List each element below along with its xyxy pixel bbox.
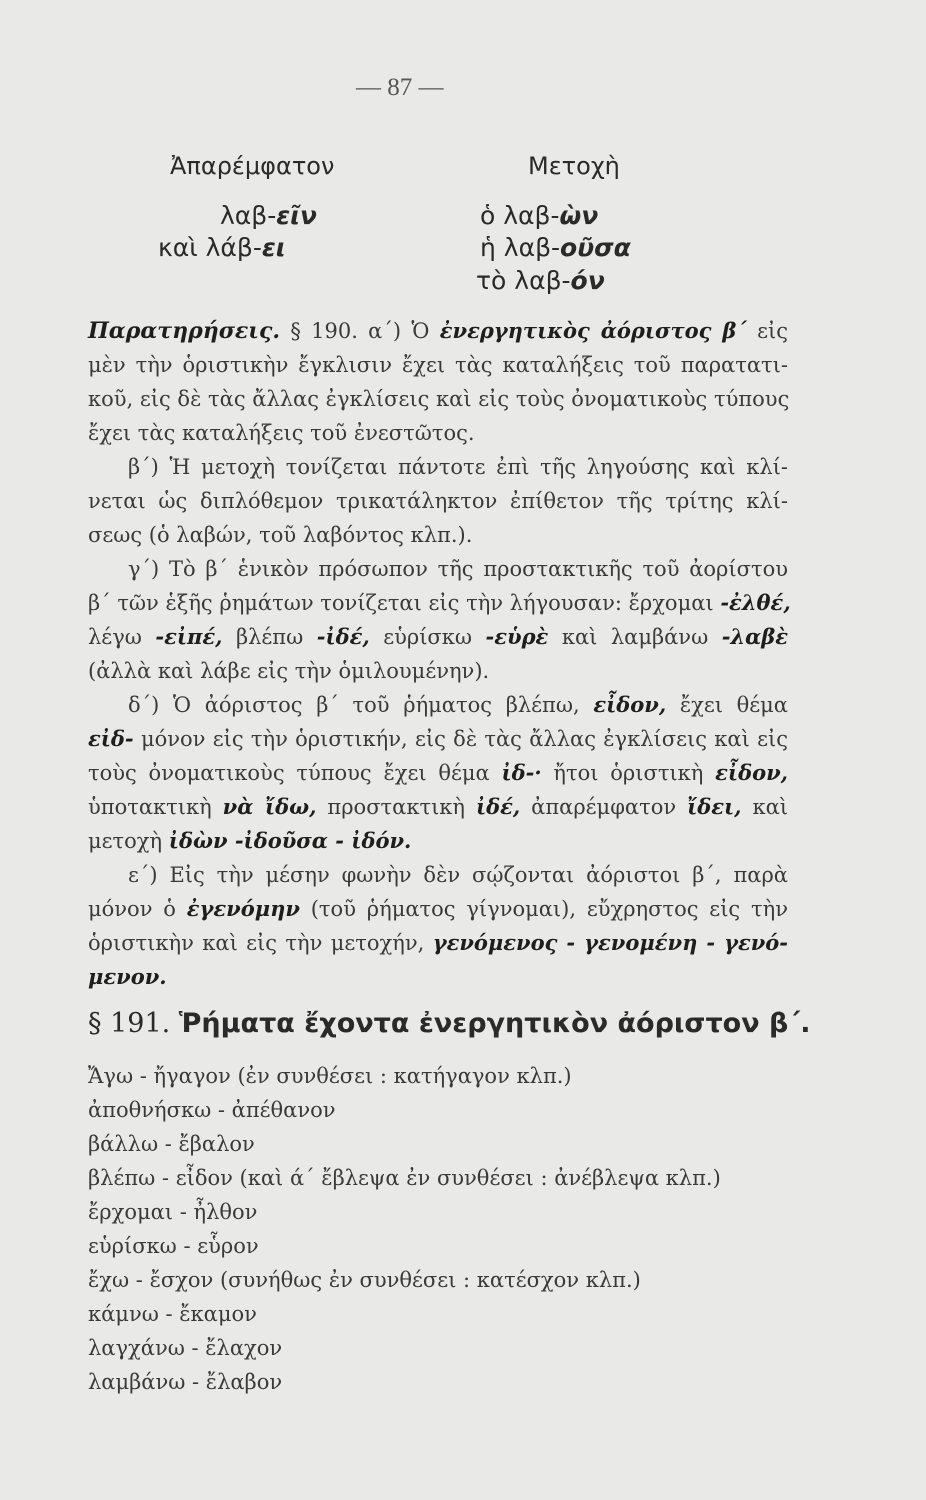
remark-d-line-5: μετοχὴ ἰδὼν -ἰδοῦσα - ἰδόν. — [88, 828, 412, 853]
section-number: § 191. — [88, 1008, 171, 1039]
section-title: Ῥήματα ἔχοντα ἐνεργητικὸν ἀόριστον β΄. — [178, 1008, 811, 1039]
verb-list-item: λαμβάνω - ἔλαβον — [88, 1370, 283, 1394]
participle-header: Μετοχὴ — [528, 152, 620, 180]
verb-list-item: ἀποθνήσκω - ἀπέθανον — [88, 1098, 336, 1122]
remark-a-line-4: ἔχει τὰς καταλήξεις τοῦ ἐνεστῶτος. — [88, 421, 475, 445]
infinitive-form-2: καὶ λάβ-ει — [158, 233, 286, 262]
remark-c-line-1: γ΄) Τὸ β΄ ἑνικὸν πρόσωπον τῆς προστακτικῆς τοῦ ἀορίστου — [128, 557, 788, 581]
remark-b-line-3: σεως (ὁ λαβών, τοῦ λαβόντος κλπ.). — [88, 523, 473, 547]
verb-list-item: βλέπω - εἶδον (καὶ ά΄ ἔβλεψα ἐν συνθέσει : ἀνέβλεψα κλπ.) — [88, 1166, 721, 1190]
verb-list-item: λαγχάνω - ἔλαχον — [88, 1336, 283, 1360]
remark-e-line-4: μενον. — [88, 964, 167, 989]
remark-a-line-3: κοῦ, εἰς δὲ τὰς ἄλλας ἐγκλίσεις καὶ εἰς τοὺς ὀνοματικοὺς τύπους — [88, 387, 790, 411]
verb-list-item: κάμνω - ἔκαμον — [88, 1302, 257, 1326]
remark-e-line-2: μόνον ὁ ἐγενόμην (τοῦ ῥήματος γίγνομαι), εὔχρηστος εἰς τὴν — [88, 896, 788, 921]
verb-list-item: ἔρχομαι - ἦλθον — [88, 1200, 258, 1224]
remark-a-line-2: μὲν τὴν ὁριστικὴν ἔγκλισιν ἔχει τὰς καταλήξεις τοῦ παρατατι- — [88, 353, 788, 377]
infinitive-form-1: λαβ-εῖν — [220, 201, 317, 230]
verb-list-item: ἔχω - ἔσχον (συνήθως ἐν συνθέσει : κατέσχον κλπ.) — [88, 1268, 641, 1292]
infinitive-header: Ἀπαρέμφατον — [170, 152, 335, 180]
remark-e-line-3: ὁριστικὴν καὶ εἰς τὴν μετοχήν, γενόμενος - γενομένη - γενό- — [88, 930, 788, 955]
section-heading — [88, 1008, 811, 1039]
participle-masculine: ὁ λαβ-ὼν — [480, 201, 599, 230]
remark-d-line-3: τοὺς ὀνοματικοὺς τύπους ἔχει θέμα ἰδ-· ἤτοι ὁριστικὴ εἶδον, — [88, 760, 788, 785]
remark-b-line-1: β΄) Ἡ μετοχὴ τονίζεται πάντοτε ἐπὶ τῆς ληγούσης καὶ κλί- — [128, 455, 788, 479]
remark-d-line-2: εἰδ- μόνον εἰς τὴν ὁριστικήν, εἰς δὲ τὰς ἄλλας ἐγκλίσεις καὶ εἰς — [88, 726, 788, 751]
remark-c-line-4: (ἀλλὰ καὶ λάβε εἰς τὴν ὁμιλουμένην). — [88, 659, 490, 683]
remark-c-line-2: β΄ τῶν ἑξῆς ῥημάτων τονίζεται εἰς τὴν λήγουσαν: ἔρχομαι -ἐλθέ, — [88, 590, 791, 615]
remark-e-line-1: ε΄) Εἰς τὴν μέσην φωνὴν δὲν σῴζονται ἀόριστοι β΄, παρὰ — [128, 863, 788, 887]
verb-list-item: Ἄγω - ἤγαγον (ἐν συνθέσει : κατήγαγον κλπ.) — [88, 1064, 572, 1088]
remark-d-line-1: δ΄) Ὁ ἀόριστος β΄ τοῦ ῥήματος βλέπω, εἶδον, ἔχει θέμα — [128, 692, 788, 717]
participle-neuter: τὸ λαβ-όν — [476, 266, 605, 295]
remark-d-line-4: ὑποτακτικὴ νὰ ἴδω, προστακτικὴ ἰδέ, ἀπαρέμφατον ἴδει, καὶ — [88, 794, 788, 819]
remark-b-line-2: νεται ὡς διπλόθεμον τρικατάληκτον ἐπίθετον τῆς τρίτης κλί- — [88, 489, 788, 513]
participle-feminine: ἡ λαβ-οῦσα — [480, 233, 631, 262]
remark-c-line-3: λέγω -εἰπέ, βλέπω -ἰδέ, εὑρίσκω -εὑρὲ καὶ λαμβάνω -λαβὲ — [88, 624, 789, 649]
page-number: — 87 — — [356, 74, 444, 101]
verb-list-item: βάλλω - ἔβαλον — [88, 1132, 255, 1156]
verb-list-item: εὑρίσκω - εὗρον — [88, 1234, 259, 1258]
remark-a-line-1: Παρατηρήσεις. § 190. α΄) Ὁ ἐνεργητικὸς ἀόριστος β΄ εἰς — [88, 318, 788, 344]
